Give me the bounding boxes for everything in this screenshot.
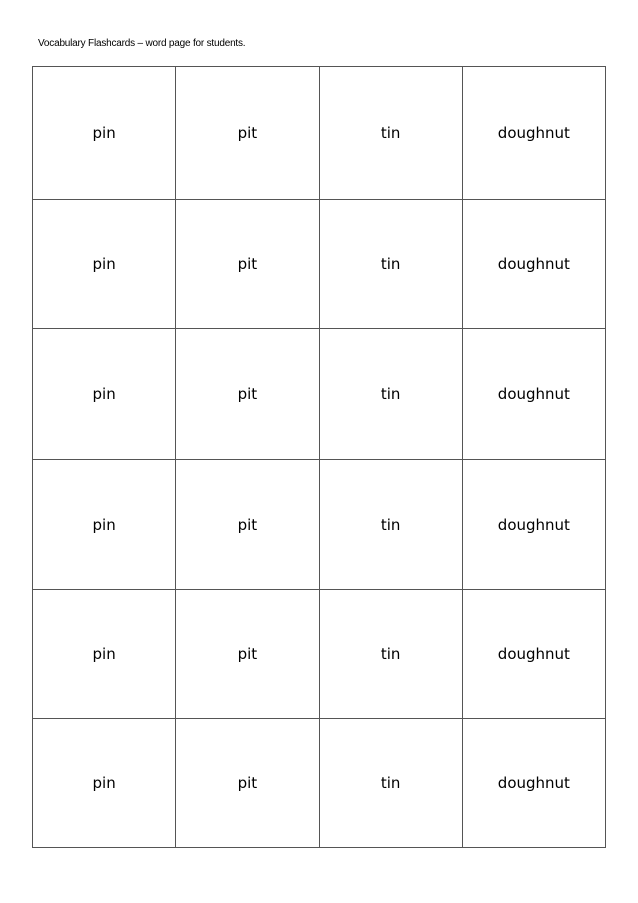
flashcard-row	[33, 329, 606, 460]
flashcard-grid	[32, 66, 606, 848]
flashcard: doughnut	[462, 460, 605, 590]
page-header: Vocabulary Flashcards – word page for students.	[38, 38, 246, 49]
flashcard: pin	[33, 590, 176, 719]
flashcard: pin	[33, 67, 176, 200]
flashcard: pit	[176, 719, 319, 848]
flashcard: doughnut	[462, 200, 605, 329]
flashcard: doughnut	[462, 719, 605, 848]
flashcard-row	[33, 67, 606, 200]
flashcard-row	[33, 590, 606, 719]
flashcard: pin	[33, 719, 176, 848]
flashcard: tin	[319, 67, 462, 200]
flashcard: tin	[319, 460, 462, 590]
flashcard: pit	[176, 460, 319, 590]
flashcard: tin	[319, 719, 462, 848]
flashcard-row	[33, 200, 606, 329]
flashcard-row	[33, 719, 606, 848]
flashcard: pit	[176, 590, 319, 719]
flashcard: pin	[33, 329, 176, 460]
flashcard-row	[33, 460, 606, 590]
flashcard: doughnut	[462, 329, 605, 460]
flashcard: tin	[319, 329, 462, 460]
flashcard: pit	[176, 329, 319, 460]
flashcard: doughnut	[462, 67, 605, 200]
flashcard: pit	[176, 200, 319, 329]
flashcard: doughnut	[462, 590, 605, 719]
flashcard: pit	[176, 67, 319, 200]
flashcard: tin	[319, 590, 462, 719]
flashcard: pin	[33, 460, 176, 590]
flashcard: pin	[33, 200, 176, 329]
flashcard: tin	[319, 200, 462, 329]
